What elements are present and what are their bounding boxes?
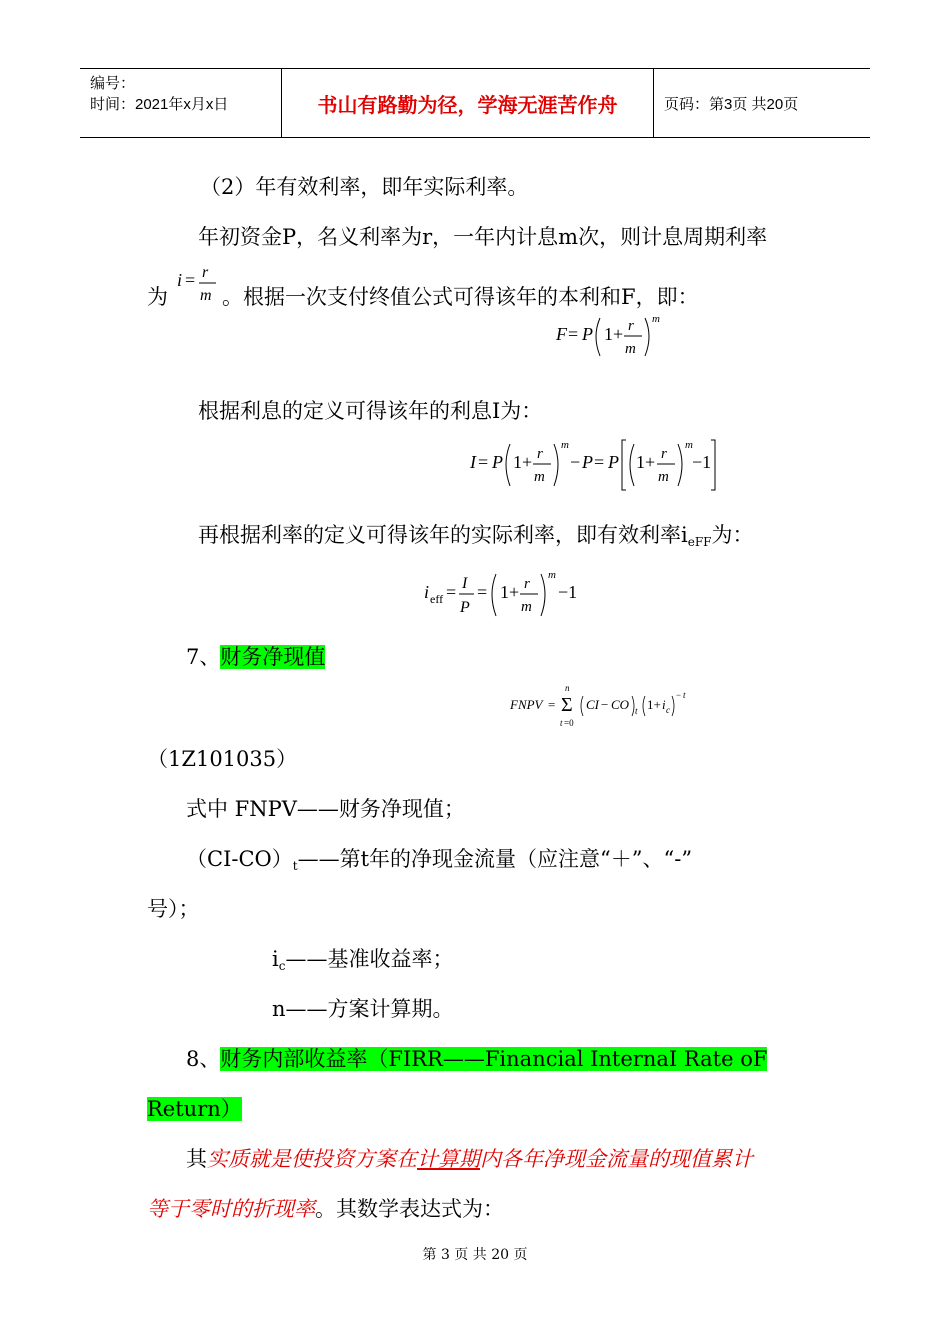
svg-text:m: m — [561, 439, 569, 451]
svg-text:=: = — [548, 697, 556, 712]
svg-text:m: m — [200, 287, 212, 304]
paragraph-actual-rate — [198, 520, 753, 557]
cash-flow-subscript: t — [292, 859, 298, 873]
svg-text:c: c — [666, 705, 670, 715]
formula-future-value — [552, 312, 672, 362]
benchmark-symbol: i — [272, 947, 279, 971]
svg-text:CO: CO — [611, 697, 630, 712]
period-rate-prefix: 为 — [147, 285, 168, 309]
svg-text:−: − — [676, 690, 682, 700]
actual-rate-end: 为： — [711, 523, 754, 547]
cash-flow-text: ——第t年的净现金流量（应注意“＋”、“-” — [297, 847, 693, 871]
header-page-info: 页码：第3页 共20页 — [664, 95, 799, 113]
svg-text:Σ: Σ — [561, 694, 573, 716]
svg-text:−1: −1 — [692, 452, 712, 472]
svg-text:I: I — [462, 575, 468, 592]
definition-benchmark-rate — [272, 944, 453, 981]
svg-text:=: = — [185, 270, 196, 290]
header-motto: 书山有路勤为径，学海无涯苦作舟 — [282, 69, 654, 137]
section-8-heading — [186, 1044, 767, 1074]
actual-rate-text: 再根据利率的定义可得该年的实际利率，即有效利率i — [198, 523, 688, 547]
svg-text:P: P — [582, 452, 593, 472]
section-7-heading — [186, 642, 325, 672]
header-number: 编号： — [90, 75, 136, 92]
section-8-title-line2: Return） — [147, 1097, 242, 1121]
paragraph-interest: 根据利息的定义可得该年的利息I为： — [198, 399, 543, 423]
svg-text:eff: eff — [430, 592, 444, 606]
svg-text:m: m — [548, 569, 556, 581]
formula-interest — [466, 436, 726, 492]
svg-text:=: = — [477, 582, 488, 602]
header-time: 时间：2021年x月x日 — [90, 96, 229, 113]
actual-rate-subscript: eFF — [687, 535, 712, 549]
svg-text:n: n — [565, 683, 570, 693]
header-meta — [80, 69, 282, 137]
definition-cash-flow-end: 号）； — [147, 897, 200, 921]
svg-text:=0: =0 — [564, 718, 574, 728]
svg-text:FNPV: FNPV — [510, 697, 543, 712]
svg-text:=: = — [568, 324, 579, 344]
svg-text:−: − — [570, 452, 581, 472]
firr-red-underlined: 计算期 — [417, 1147, 480, 1171]
paragraph-period-rate — [147, 282, 168, 312]
svg-text:P: P — [608, 452, 619, 472]
page-footer: 第 3 页 共 20 页 — [422, 1247, 528, 1263]
svg-text:P: P — [492, 452, 503, 472]
svg-text:−1: −1 — [558, 582, 578, 602]
svg-text:r: r — [661, 446, 667, 462]
svg-text:1+: 1+ — [513, 452, 533, 472]
definition-cash-flow — [186, 844, 692, 881]
svg-text:1+: 1+ — [636, 452, 656, 472]
svg-text:P: P — [460, 599, 470, 616]
svg-text:1+: 1+ — [647, 697, 661, 712]
section-8-number: 8、 — [186, 1047, 221, 1071]
formula-period-rate — [172, 262, 222, 308]
svg-text:m: m — [685, 439, 693, 451]
section-7-number: 7、 — [186, 645, 221, 669]
formula-effective-rate — [420, 566, 590, 622]
svg-text:P: P — [582, 324, 593, 344]
svg-text:r: r — [524, 576, 530, 592]
svg-text:I: I — [470, 452, 476, 472]
section-8-title-line1: 财务内部收益率（FIRR——Financial InternaI Rate oF — [220, 1047, 768, 1071]
svg-text:=: = — [446, 582, 457, 602]
paragraph-intro: 年初资金P，名义利率为r，一年内计息m次，则计息周期利率 — [198, 225, 768, 249]
cash-flow-symbol: （CI-CO） — [186, 847, 293, 871]
section-8-heading-cont — [147, 1094, 242, 1124]
svg-text:F: F — [556, 324, 567, 344]
firr-red-2: 内各年净现金流量的现值累计 — [480, 1147, 753, 1171]
svg-text:m: m — [521, 599, 532, 615]
firr-red-3: 等于零时的折现率 — [147, 1197, 315, 1221]
svg-text:=: = — [478, 452, 489, 472]
paragraph-firr-definition-cont — [147, 1194, 504, 1224]
svg-text:m: m — [652, 313, 660, 325]
svg-text:1+: 1+ — [604, 324, 624, 344]
svg-text:m: m — [534, 469, 545, 485]
definition-fnpv: 式中 FNPV——财务净现值； — [186, 797, 465, 821]
svg-text:t: t — [683, 690, 686, 700]
definition-period: n——方案计算期。 — [272, 997, 454, 1021]
paragraph-effective-rate: （2）年有效利率，即年实际利率。 — [200, 175, 529, 199]
svg-text:m: m — [658, 469, 669, 485]
benchmark-subscript: c — [278, 959, 286, 973]
formula-fnpv — [508, 682, 698, 732]
page-header — [80, 68, 870, 138]
svg-text:1+: 1+ — [500, 582, 520, 602]
section-7-title: 财务净现值 — [220, 645, 326, 669]
svg-text:t: t — [560, 718, 563, 728]
svg-text:r: r — [537, 446, 543, 462]
svg-text:t: t — [635, 706, 638, 716]
svg-text:i: i — [662, 697, 666, 712]
firr-red-1: 实质就是使投资方案在 — [207, 1147, 417, 1171]
firr-lead: 其 — [186, 1147, 207, 1171]
period-rate-suffix: 。根据一次支付终值公式可得该年的本利和F，即： — [222, 285, 699, 309]
firr-end: 。其数学表达式为： — [315, 1197, 504, 1221]
svg-text:−: − — [601, 697, 609, 712]
benchmark-text: ——基准收益率； — [285, 947, 454, 971]
svg-text:r: r — [628, 318, 634, 334]
svg-text:i: i — [177, 270, 183, 290]
code-reference: （1Z101035） — [147, 747, 298, 771]
svg-text:CI: CI — [586, 697, 599, 712]
svg-text:=: = — [594, 452, 605, 472]
svg-text:m: m — [625, 341, 636, 357]
svg-text:r: r — [202, 264, 209, 281]
paragraph-firr-definition — [186, 1144, 753, 1174]
svg-text:i: i — [424, 582, 430, 602]
